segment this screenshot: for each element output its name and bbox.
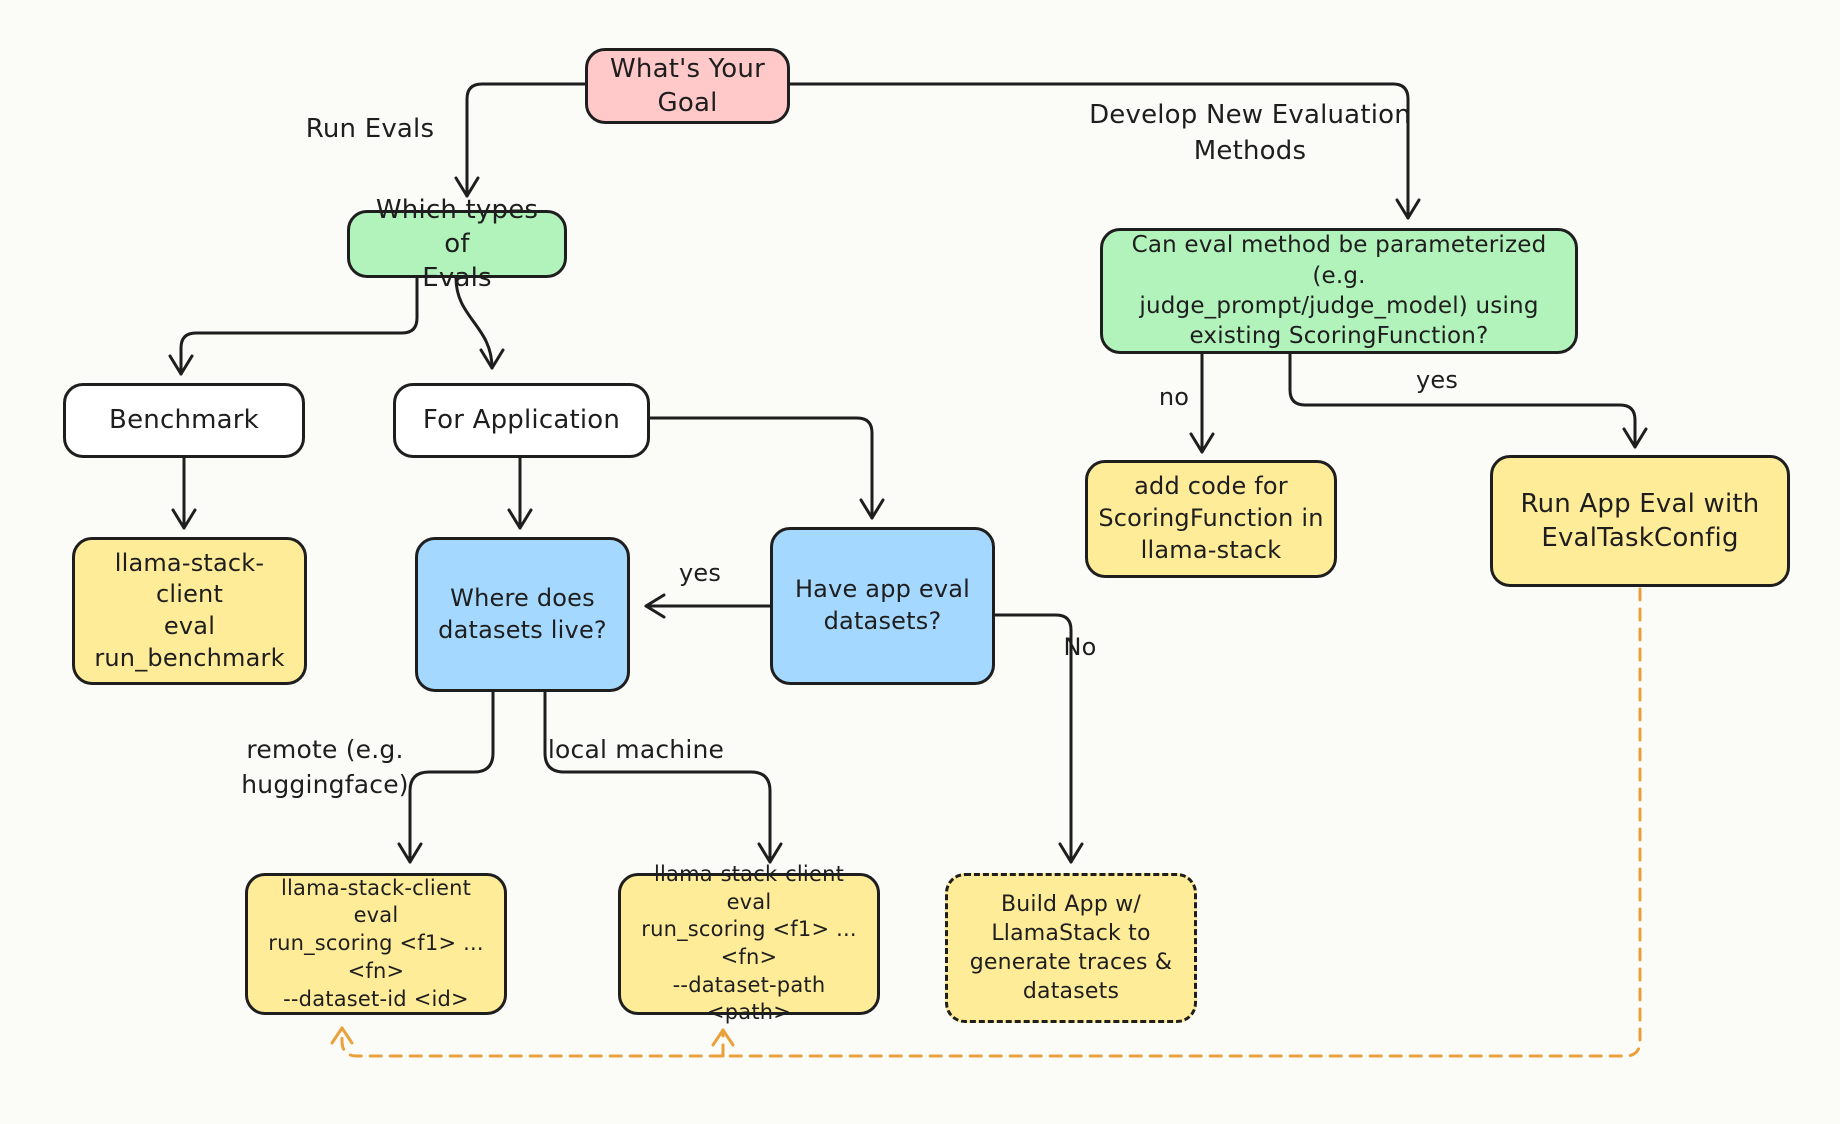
node-line: For Application [422, 405, 621, 436]
node-line: llama-stack-client eval [653, 861, 845, 914]
node-line: existing ScoringFunction? [1189, 323, 1489, 350]
node-line: Benchmark [109, 405, 259, 436]
node-line: --dataset-id <id> [283, 986, 469, 1011]
node-line: Can eval method be parameterized (e.g. [1131, 232, 1547, 289]
node-line: Which types of [375, 194, 539, 259]
node-line: run_scoring <f1> ... <fn> [641, 917, 857, 969]
label-run-evals: Run Evals [305, 114, 435, 144]
node-line: LlamaStack to [991, 920, 1151, 946]
node-whats-your-goal [585, 48, 790, 124]
node-line: Evals [422, 263, 492, 294]
node-line: generate traces & [969, 950, 1173, 975]
node-add-code-scoringfunction [1085, 460, 1337, 578]
node-where-does-datasets-live [415, 537, 630, 692]
label-line: Methods [1193, 135, 1307, 166]
label-remote-huggingface: remote (e.g. huggingface) [241, 735, 409, 799]
label-local-machine: local machine [547, 735, 725, 764]
edge-goal-to-which-types [467, 84, 585, 196]
label-no-have-datasets: No [1063, 633, 1097, 661]
node-line: Have app eval [794, 575, 971, 604]
node-build-app-llamastack [945, 873, 1197, 1023]
node-line: run_scoring <f1> ... <fn> [268, 931, 484, 983]
node-line: llama-stack-client [114, 548, 265, 609]
node-line: Run App Eval with [1520, 488, 1760, 519]
node-which-types-of-evals [347, 194, 567, 294]
node-line: llama-stack [1140, 535, 1282, 564]
edge-which-types-to-benchmark [181, 278, 417, 374]
node-line: Where does [450, 583, 595, 612]
edge-for-application-to-have-datasets [650, 418, 872, 518]
node-line: datasets? [823, 607, 942, 635]
node-line: datasets [1022, 979, 1120, 1005]
node-line: eval run_benchmark [94, 612, 285, 672]
node-have-app-eval-datasets [770, 527, 995, 685]
node-line: llama-stack-client eval [280, 875, 472, 928]
node-line: EvalTaskConfig [1541, 523, 1739, 553]
node-line: What's Your [610, 53, 765, 84]
node-line: Goal [657, 88, 718, 118]
node-run-scoring-dataset-path-cmd [618, 861, 880, 1025]
node-line: datasets live? [438, 615, 607, 644]
node-line: judge_prompt/judge_model) using [1139, 293, 1539, 319]
node-benchmark [63, 383, 305, 458]
label-no-param: no [1158, 383, 1190, 411]
node-line: --dataset-path <path> [672, 972, 826, 1025]
node-can-eval-method-be-parameterized [1100, 228, 1578, 354]
node-line: ScoringFunction in [1098, 504, 1324, 533]
node-line: Build App w/ [1001, 891, 1141, 917]
label-yes-param: yes [1415, 366, 1459, 394]
label-line: Develop New Evaluation [1089, 100, 1411, 130]
label-develop-new-methods [1030, 98, 1470, 170]
node-run-benchmark-cmd [72, 537, 307, 685]
node-for-application [393, 383, 650, 458]
edge-where-datasets-local-to-run-scoring-path [545, 692, 770, 862]
label-yes-have-datasets: yes [678, 559, 722, 587]
node-run-app-eval-evaltaskconfig [1490, 455, 1790, 587]
node-run-scoring-dataset-id-cmd [245, 873, 507, 1015]
node-line: add code for [1134, 472, 1288, 501]
